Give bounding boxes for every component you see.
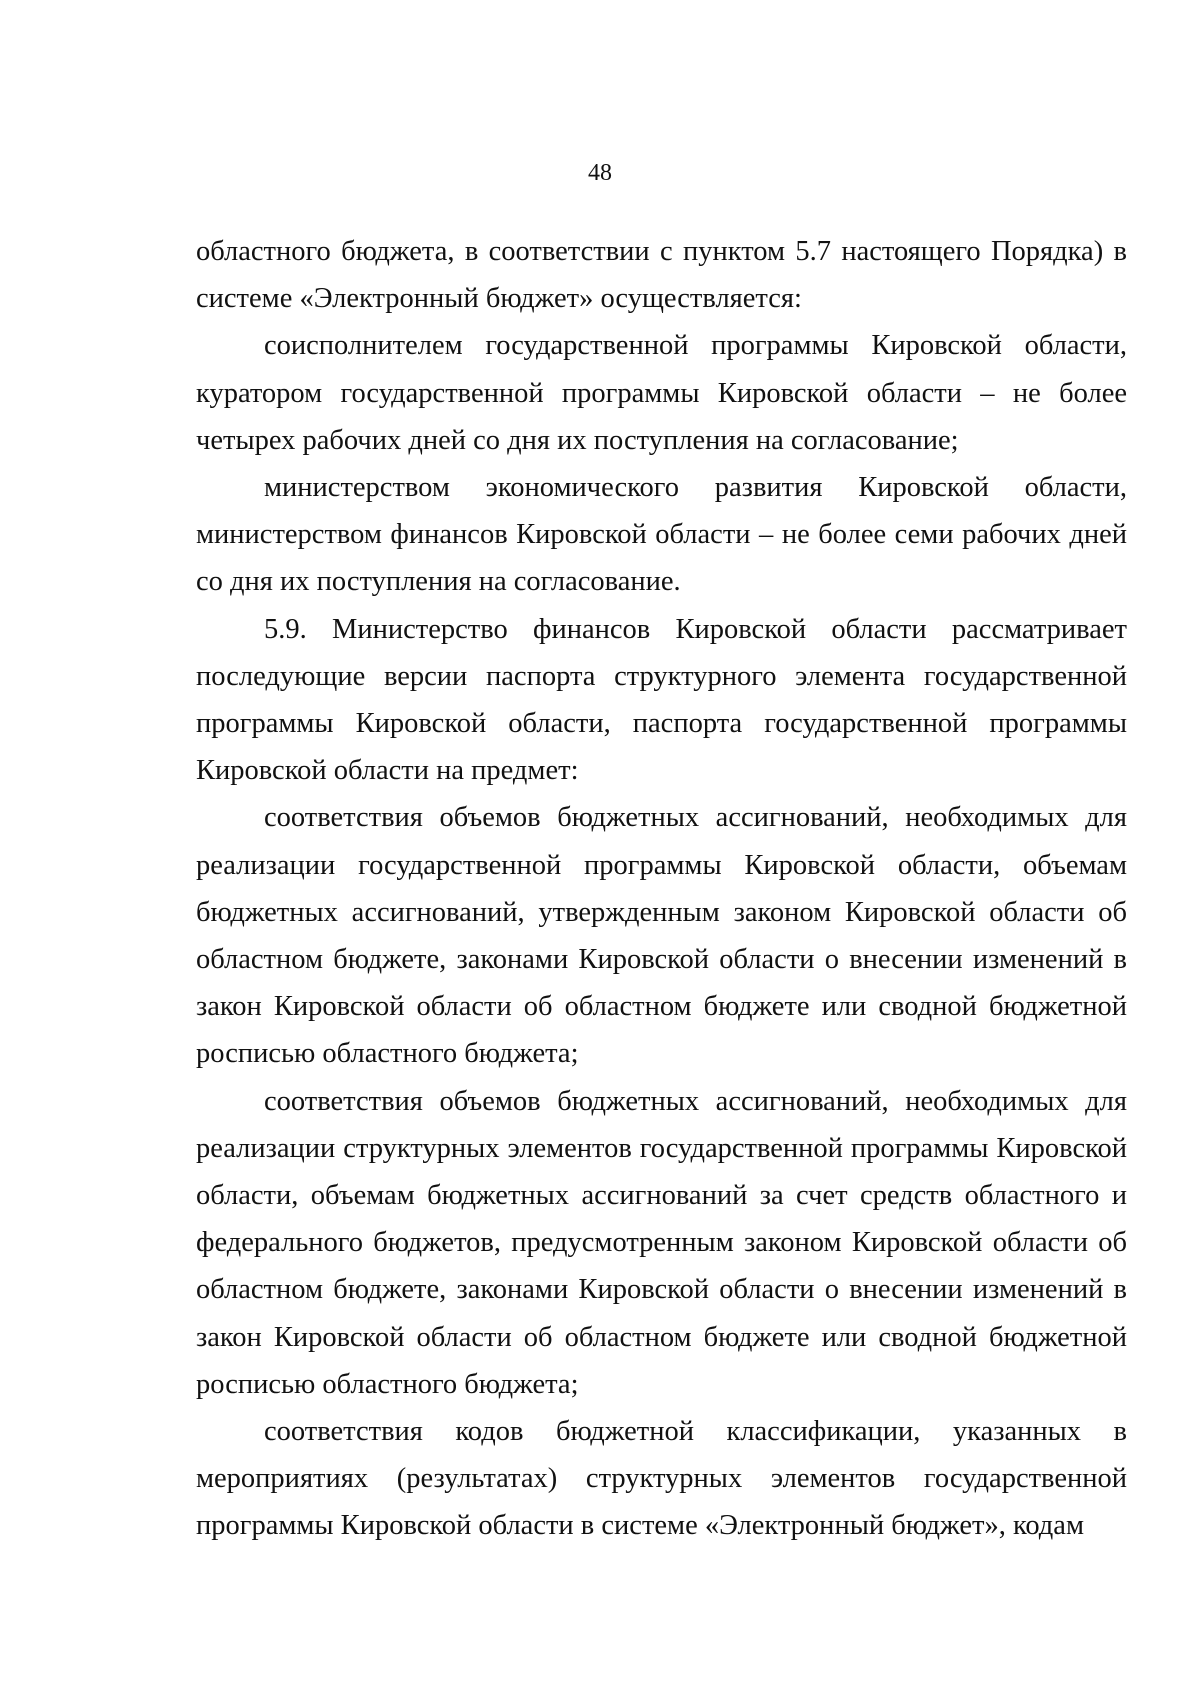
page-number: 48 [588, 160, 612, 186]
document-body [196, 228, 1127, 1550]
paragraph-ministries-deadline: министерством экономического развития Кировской области, министерством финансов Кировской области – не более семи рабочих дней со дня их поступления на согласование. [196, 472, 1127, 598]
paragraph-budget-codes: соответствия кодов бюджетной классификации, указанных в мероприятиях (результатах) структурных элементов государственной программы Кировской области в системе «Электронный бюджет», кодам [196, 1416, 1127, 1542]
paragraph-coexecutor-deadline: соисполнителем государственной программы Кировской области, куратором государственной программы Кировской области – не более четырех рабочих дней со дня их поступления на согласование; [196, 330, 1127, 456]
paragraph-section-5-9: 5.9. Министерство финансов Кировской области рассматривает последующие версии паспорта структурного элемента государственной программы Кировской области, паспорта государственной программы Кировской области на предмет: [196, 613, 1127, 787]
paragraph-budget-volume-program: соответствия объемов бюджетных ассигнований, необходимых для реализации государственной программы Кировской области, объемам бюджетных ассигнований, утвержденным законом Кировской области об областном бюджете, законами Кировской области о внесении изменений в закон Кировской области об областном бюджете или сводной бюджетной росписью областного бюджета; [196, 802, 1127, 1070]
paragraph-budget-volume-elements: соответствия объемов бюджетных ассигнований, необходимых для реализации структурных элементов государственной программы Кировской области, объемам бюджетных ассигнований за счет средств областного и федерального бюджетов, предусмотренным законом Кировской области об областном бюджете, законами Кировской области о внесении изменений в закон Кировской области об областном бюджете или сводной бюджетной росписью областного бюджета; [196, 1085, 1127, 1400]
paragraph-continuation: областного бюджета, в соответствии с пунктом 5.7 настоящего Порядка) в системе «Электронный бюджет» осуществляется: [196, 236, 1127, 315]
